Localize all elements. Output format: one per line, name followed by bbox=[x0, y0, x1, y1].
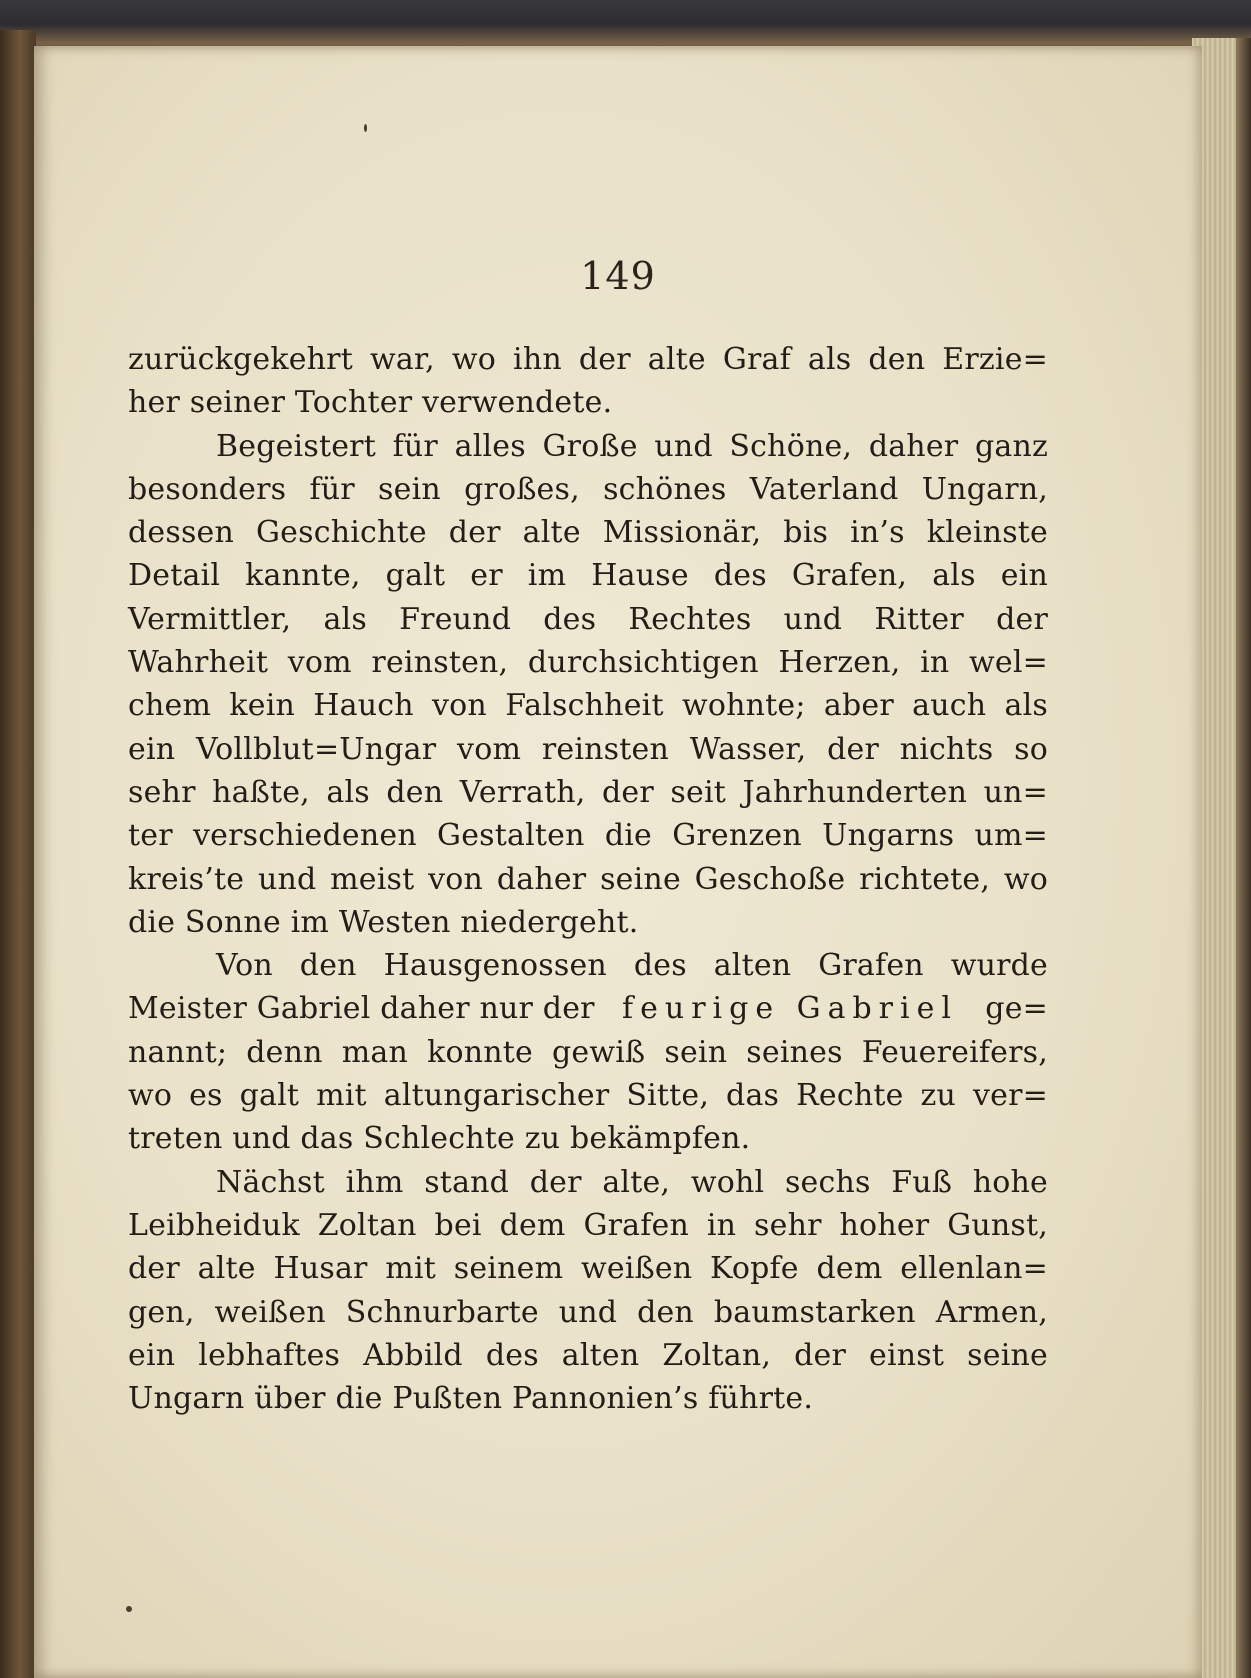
text-line: ein Vollblut=Ungar vom reinsten Wasser, der nichts so bbox=[128, 731, 1048, 767]
text-line: treten und das Schlechte zu bekämpfen. bbox=[128, 1121, 751, 1157]
text-line: Detail kannte, galt er im Hause des Grafen, als ein bbox=[128, 558, 1048, 594]
spaced-name-emphasis: feurige Gabriel bbox=[622, 991, 958, 1027]
book-page bbox=[34, 46, 1202, 1678]
text-line: der alte Husar mit seinem weißen Kopfe dem ellenlan= bbox=[128, 1251, 1048, 1287]
text-line: kreis’te und meist von daher seine Geschoße richtete, wo bbox=[128, 861, 1048, 897]
text-line: ter verschiedenen Gestalten die Grenzen Ungarns um= bbox=[128, 818, 1048, 854]
text-line-emphasis bbox=[128, 987, 1048, 1030]
text-line: chem kein Hauch von Falschheit wohnte; aber auch als bbox=[128, 688, 1048, 724]
text-line: sehr haßte, als den Verrath, der seit Jahrhunderten un= bbox=[128, 774, 1048, 810]
paper-speck bbox=[126, 1606, 132, 1612]
book-cover-right-edge bbox=[1236, 38, 1251, 1678]
paper-speck bbox=[364, 124, 367, 132]
text-line: Begeistert für alles Große und Schöne, daher ganz bbox=[216, 428, 1048, 464]
text-line: die Sonne im Westen niedergeht. bbox=[128, 904, 639, 940]
text-line: wo es galt mit altungarischer Sitte, das Rechte zu ver= bbox=[128, 1078, 1048, 1114]
text-line: nannt; denn man konnte gewiß sein seines Feuereifers, bbox=[128, 1034, 1048, 1070]
body-text bbox=[128, 338, 1048, 1420]
text-line: ein lebhaftes Abbild des alten Zoltan, der einst seine bbox=[128, 1337, 1048, 1373]
text-segment: Meister Gabriel daher nur der bbox=[128, 991, 595, 1027]
text-line: Vermittler, als Freund des Rechtes und Ritter der bbox=[128, 601, 1048, 637]
text-line: Nächst ihm stand der alte, wohl sechs Fuß hohe bbox=[216, 1164, 1048, 1200]
text-segment: ge= bbox=[985, 991, 1048, 1027]
book-binding-left bbox=[0, 30, 36, 1678]
page-number: 149 bbox=[580, 254, 656, 298]
text-line: zurückgekehrt war, wo ihn der alte Graf als den Erzie= bbox=[128, 342, 1048, 377]
text-line: Leibheiduk Zoltan bei dem Grafen in sehr hoher Gunst, bbox=[128, 1207, 1048, 1243]
text-line: gen, weißen Schnurbarte und den baumstarken Armen, bbox=[128, 1294, 1048, 1330]
text-line: dessen Geschichte der alte Missionär, bis in’s kleinste bbox=[128, 515, 1048, 551]
text-line: Von den Hausgenossen des alten Grafen wurde bbox=[216, 948, 1048, 984]
text-line: Wahrheit vom reinsten, durchsichtigen Herzen, in wel= bbox=[128, 645, 1048, 681]
text-line: besonders für sein großes, schönes Vaterland Ungarn, bbox=[128, 471, 1048, 507]
text-line: Ungarn über die Pußten Pannonien’s führte. bbox=[128, 1381, 814, 1417]
text-line: her seiner Tochter verwendete. bbox=[128, 385, 613, 421]
